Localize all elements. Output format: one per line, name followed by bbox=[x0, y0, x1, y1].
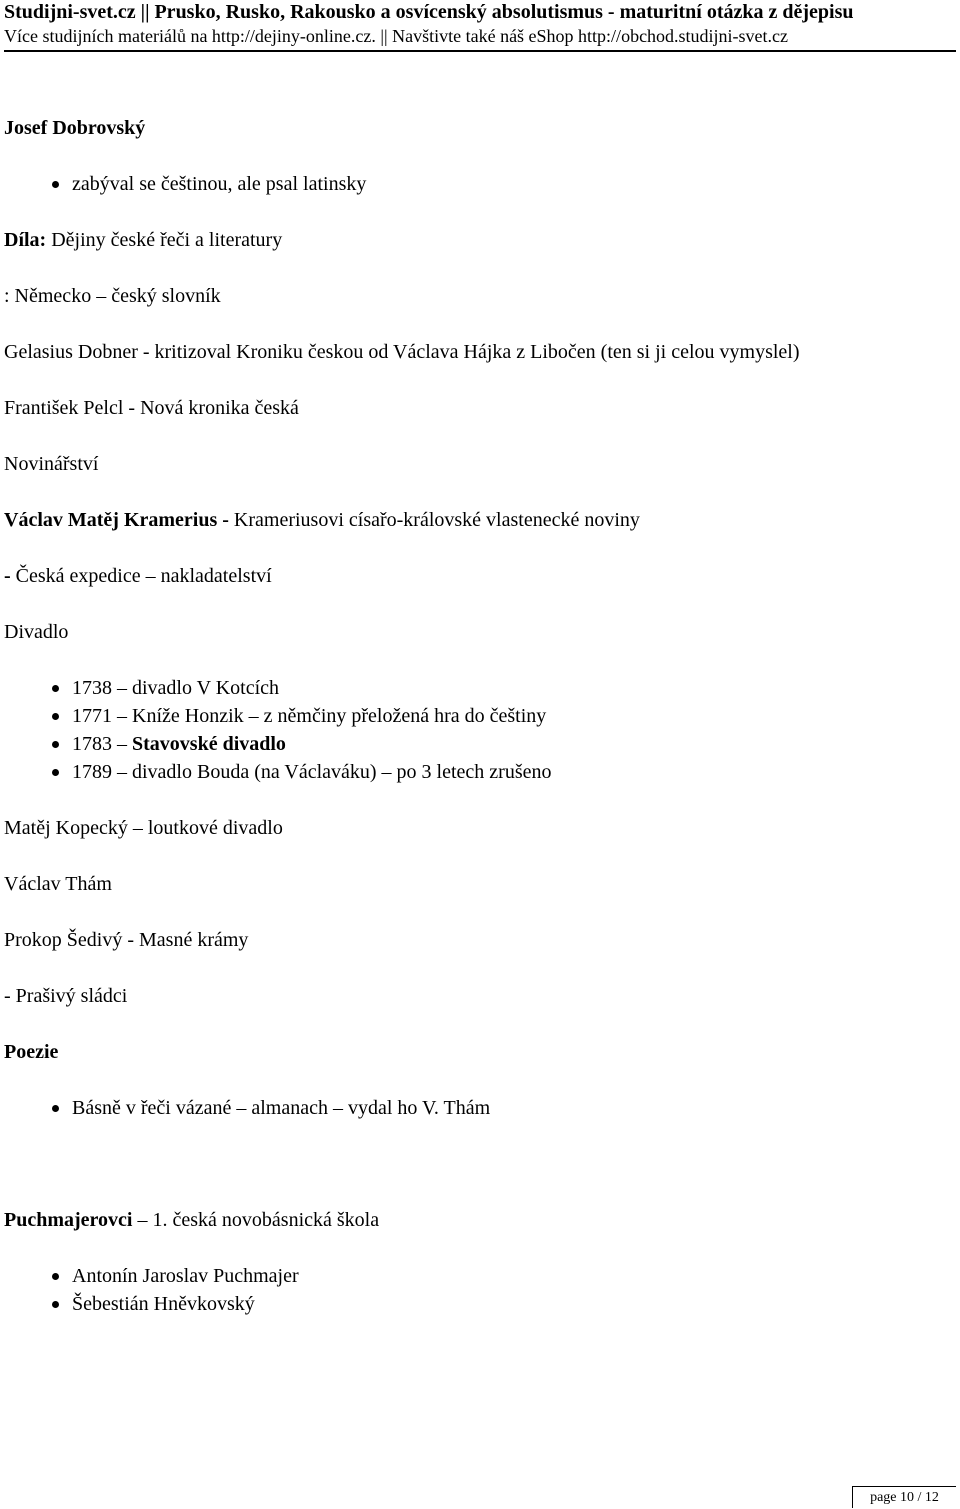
bullet-icon bbox=[52, 1301, 59, 1308]
heading-dobrovsky: Josef Dobrovský bbox=[4, 117, 146, 139]
dobner-line: Gelasius Dobner - kritizoval Kroniku českou od Václava Hájka z Libočen (ten si ji celou vymyslel) bbox=[4, 341, 800, 363]
prasivy-line: - Prašivý sládci bbox=[4, 985, 128, 1007]
list-item: Básně v řeči vázané – almanach – vydal ho V. Thám bbox=[72, 1097, 491, 1119]
header-title: Studijni-svet.cz || Prusko, Rusko, Rakousko a osvícenský absolutismus - maturitní otázka z dějepisu bbox=[4, 1, 854, 23]
page-number: page 10 / 12 bbox=[852, 1486, 956, 1508]
puchmajerovci-line: Puchmajerovci – 1. česká novobásnická škola bbox=[4, 1209, 380, 1231]
heading-poezie: Poezie bbox=[4, 1041, 59, 1063]
pelcl-line: František Pelcl - Nová kronika česká bbox=[4, 397, 299, 419]
list-item: 1738 – divadlo V Kotcích bbox=[72, 677, 280, 699]
bullet-icon bbox=[52, 1273, 59, 1280]
list-item: 1789 – divadlo Bouda (na Václaváku) – po 3 letech zrušeno bbox=[72, 761, 552, 783]
list-item: Šebestián Hněvkovský bbox=[72, 1293, 255, 1315]
list-item: 1783 – Stavovské divadlo bbox=[72, 733, 286, 755]
bullet-icon bbox=[52, 1105, 59, 1112]
kramerius-name: Václav Matěj Kramerius - bbox=[4, 509, 229, 531]
nemecko-line: : Německo – český slovník bbox=[4, 285, 221, 307]
bullet-icon bbox=[52, 713, 59, 720]
header-divider bbox=[4, 50, 956, 52]
list-item: 1771 – Kníže Honzik – z němčiny přeložená hra do češtiny bbox=[72, 705, 547, 727]
kramerius-line: Václav Matěj Kramerius - Krameriusovi císařo-královské vlastenecké noviny bbox=[4, 509, 640, 531]
expedice-line: - Česká expedice – nakladatelství bbox=[4, 565, 272, 587]
heading-divadlo: Divadlo bbox=[4, 621, 69, 643]
dila-line: Díla: Dějiny české řeči a literatury bbox=[4, 229, 283, 251]
list-item: Antonín Jaroslav Puchmajer bbox=[72, 1265, 299, 1287]
puchmajerovci-name: Puchmajerovci bbox=[4, 1209, 133, 1231]
bullet-icon bbox=[52, 685, 59, 692]
bullet-icon bbox=[52, 181, 59, 188]
header-links: Více studijních materiálů na http://dejiny-online.cz. || Navštivte také náš eShop http://obchod.studijni-svet.cz bbox=[4, 26, 789, 46]
kopecky-line: Matěj Kopecký – loutkové divadlo bbox=[4, 817, 283, 839]
list-item: zabýval se češtinou, ale psal latinsky bbox=[72, 173, 367, 195]
bullet-icon bbox=[52, 769, 59, 776]
sedivy-line: Prokop Šedivý - Masné krámy bbox=[4, 929, 249, 951]
bullet-icon bbox=[52, 741, 59, 748]
tham-line: Václav Thám bbox=[4, 873, 112, 895]
heading-novinarstvi: Novinářství bbox=[4, 453, 99, 475]
dila-label: Díla: bbox=[4, 229, 47, 251]
